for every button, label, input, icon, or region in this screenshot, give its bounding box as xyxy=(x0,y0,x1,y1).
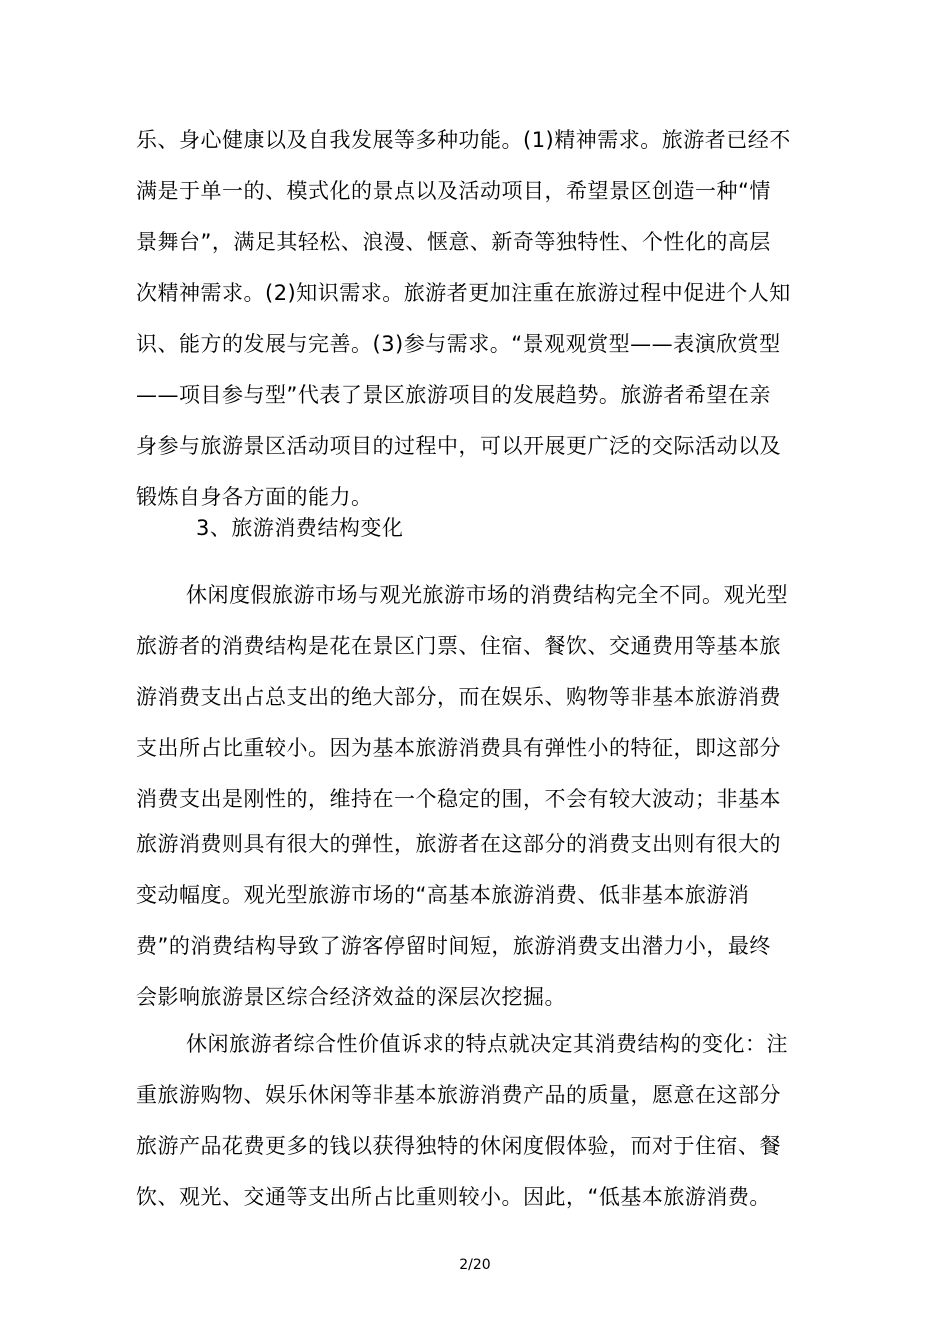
body-line: 支出所占比重较小。因为基本旅游消费具有弹性小的特征，即这部分 xyxy=(136,736,781,760)
body-line: ——项目参与型”代表了景区旅游项目的发展趋势。旅游者希望在亲 xyxy=(136,383,771,407)
body-line: 次精神需求。(2)知识需求。旅游者更加注重在旅游过程中促进个人知 xyxy=(136,281,791,305)
body-line: 景舞台”，满足其轻松、浪漫、惬意、新奇等独特性、个性化的高层 xyxy=(136,230,771,254)
body-line: 旅游者的消费结构是花在景区门票、住宿、餐饮、交通费用等基本旅 xyxy=(136,634,781,658)
body-line: 变动幅度。观光型旅游市场的“高基本旅游消费、低非基本旅游消 xyxy=(136,883,750,907)
body-line: 锻炼自身各方面的能力。 xyxy=(136,485,373,509)
body-line: 旅游产品花费更多的钱以获得独特的休闲度假体验，而对于住宿、餐 xyxy=(136,1134,781,1158)
body-line: 饮、观光、交通等支出所占比重则较小。因此，“低基本旅游消费。 xyxy=(136,1185,771,1209)
section-heading: 3、旅游消费结构变化 xyxy=(196,516,404,540)
body-line: 游消费支出占总支出的绝大部分，而在娱乐、购物等非基本旅游消费 xyxy=(136,685,781,709)
body-line: 重旅游购物、娱乐休闲等非基本旅游消费产品的质量，愿意在这部分 xyxy=(136,1083,781,1107)
page-number: 2/20 xyxy=(459,1257,491,1273)
body-line: 识、能方的发展与完善。(3)参与需求。“景观观赏型——表演欣赏型 xyxy=(136,332,781,356)
body-line: 旅游消费则具有很大的弹性，旅游者在这部分的消费支出则有很大的 xyxy=(136,832,781,856)
body-line: 休闲旅游者综合性价值诉求的特点就决定其消费结构的变化：注 xyxy=(186,1032,788,1056)
body-line: 会影响旅游景区综合经济效益的深层次挖掘。 xyxy=(136,985,566,1009)
body-line: 满是于单一的、模式化的景点以及活动项目，希望景区创造一种“情 xyxy=(136,179,771,203)
body-line: 费”的消费结构导致了游客停留时间短，旅游消费支出潜力小，最终 xyxy=(136,934,771,958)
body-line: 休闲度假旅游市场与观光旅游市场的消费结构完全不同。观光型 xyxy=(186,583,788,607)
body-line: 身参与旅游景区活动项目的过程中，可以开展更广泛的交际活动以及 xyxy=(136,434,781,458)
body-line: 乐、身心健康以及自我发展等多种功能。(1)精神需求。旅游者已经不 xyxy=(136,128,791,152)
body-line: 消费支出是刚性的，维持在一个稳定的围，不会有较大波动；非基本 xyxy=(136,787,781,811)
